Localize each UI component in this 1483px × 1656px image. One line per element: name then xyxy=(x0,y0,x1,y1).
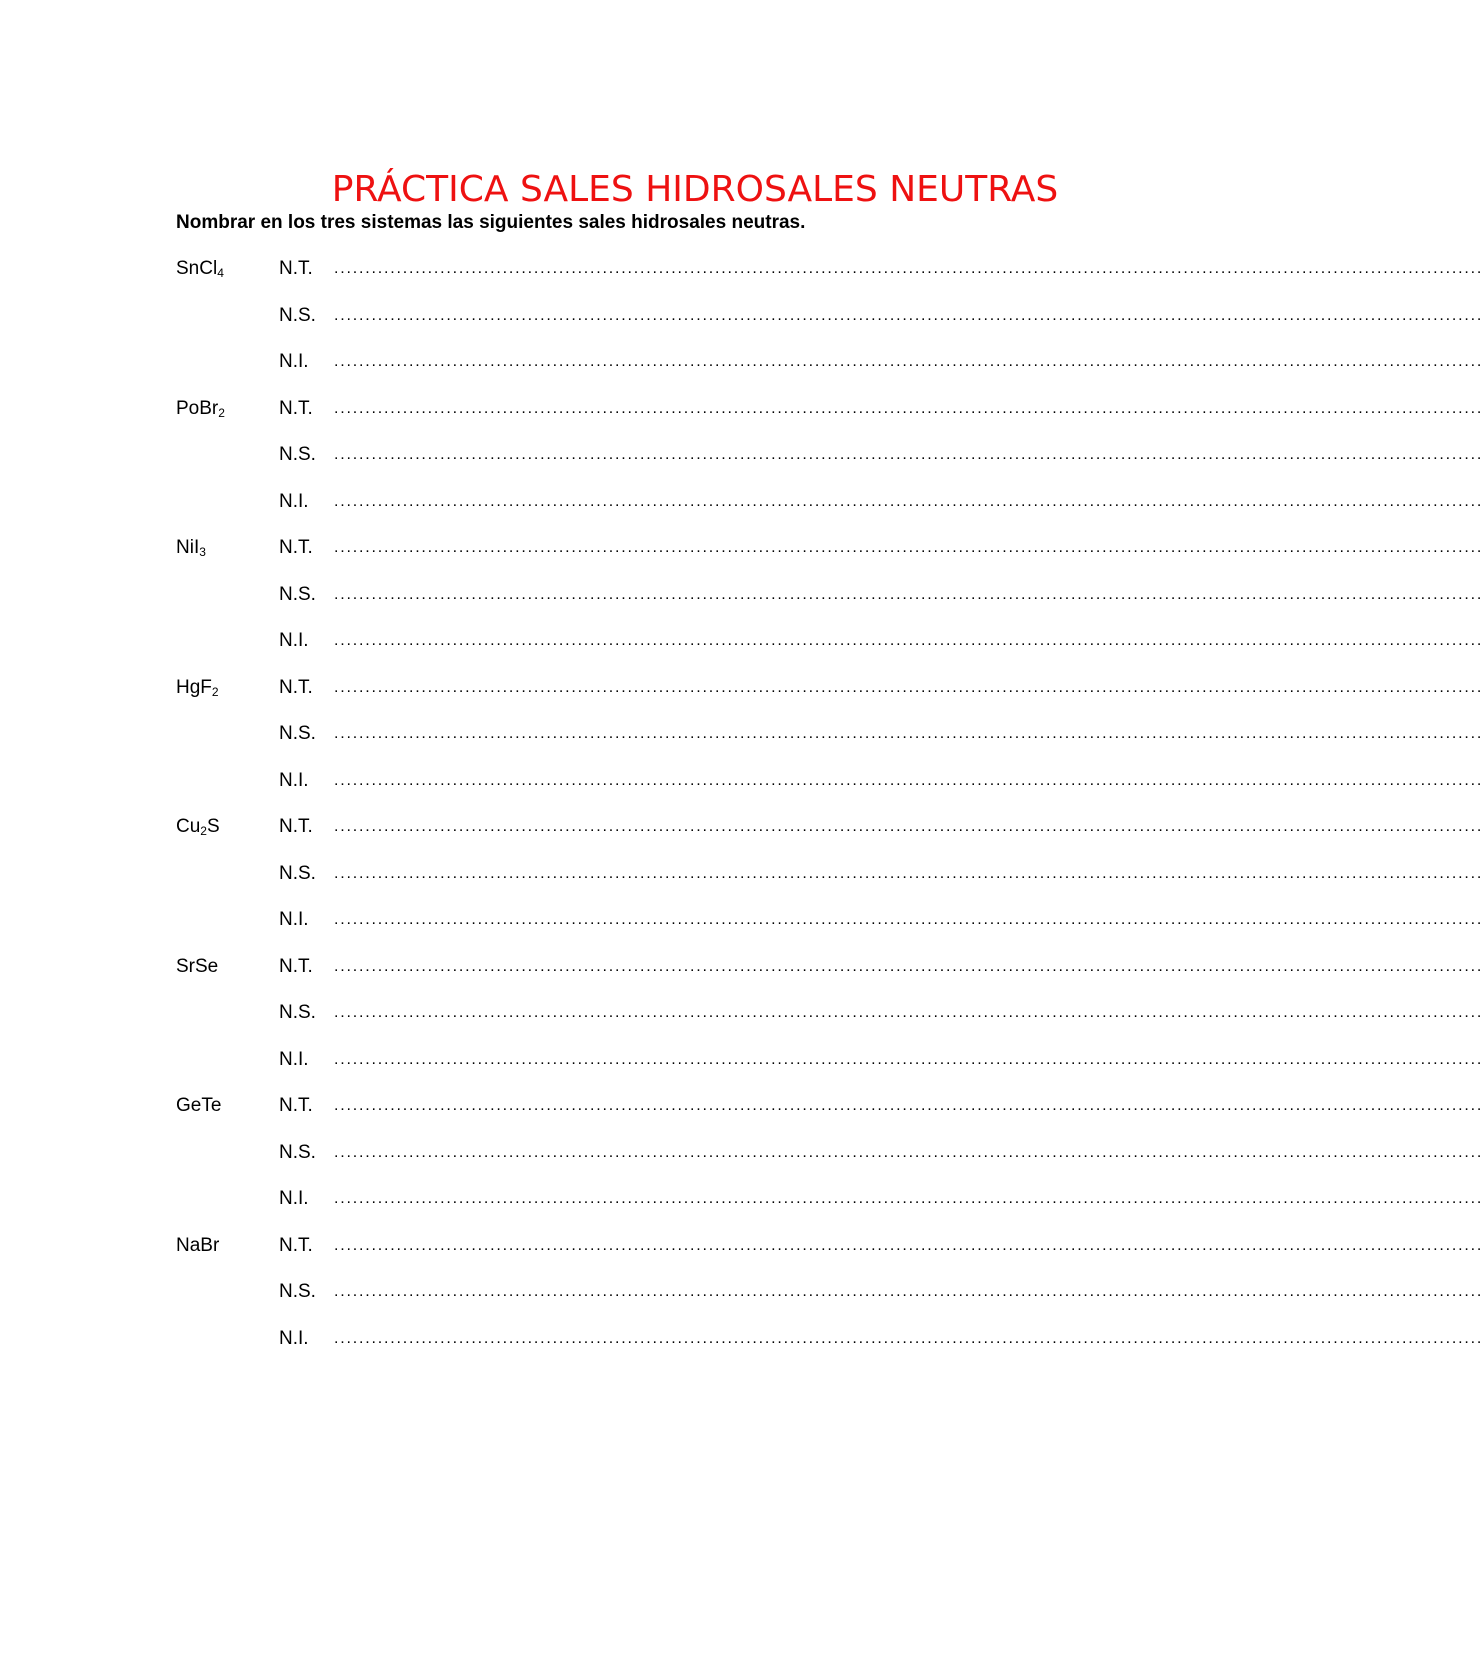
nomenclature-system-label: N.I. xyxy=(279,1048,309,1070)
nomenclature-system-label: N.I. xyxy=(279,490,309,512)
exercise-row xyxy=(176,1188,1483,1235)
chemical-formula xyxy=(176,537,206,559)
nomenclature-system-label: N.S. xyxy=(279,1281,316,1302)
exercise-row xyxy=(176,769,1483,817)
nomenclature-system-label: N.T. xyxy=(279,397,313,419)
exercise-row xyxy=(176,537,1483,584)
chemical-formula xyxy=(176,956,218,978)
nomenclature-system-label: N.S. xyxy=(279,1002,316,1023)
answer-blank[interactable]: ........................................................................................................................................................................................ xyxy=(334,818,1483,835)
exercise-row xyxy=(176,630,1483,677)
chemical-formula xyxy=(176,1095,221,1117)
nomenclature-system-label: N.T. xyxy=(279,537,313,558)
answer-blank[interactable]: ........................................................................................................................................................................................ xyxy=(334,725,1483,742)
answer-blank[interactable]: ........................................................................................................................................................................................ xyxy=(334,632,1483,649)
formula-subscript: 2 xyxy=(200,824,207,838)
nomenclature-system-label: N.T. xyxy=(279,816,313,837)
chemical-formula xyxy=(176,1235,219,1257)
formula-subscript: 3 xyxy=(199,545,206,559)
formula-base: SnCl xyxy=(176,258,218,279)
nomenclature-system-label: N.S. xyxy=(279,304,316,326)
nomenclature-system-label: N.T. xyxy=(279,258,313,279)
answer-blank[interactable]: ........................................................................................................................................................................................ xyxy=(334,678,1483,696)
answer-blank[interactable]: ........................................................................................................................................................................................ xyxy=(334,957,1483,975)
answer-blank[interactable]: ........................................................................................................................................................................................ xyxy=(334,353,1483,370)
answer-blank[interactable]: ........................................................................................................................................................................................ xyxy=(334,1236,1483,1254)
exercise-row xyxy=(176,1234,1483,1282)
exercise-list xyxy=(176,258,1483,1374)
exercise-row xyxy=(176,1141,1483,1189)
answer-blank[interactable]: ........................................................................................................................................................................................ xyxy=(334,585,1483,603)
exercise-row xyxy=(176,862,1483,910)
answer-blank[interactable]: ........................................................................................................................................................................................ xyxy=(334,539,1483,556)
nomenclature-system-label: N.S. xyxy=(279,723,316,744)
nomenclature-system-label: N.T. xyxy=(279,1095,313,1116)
answer-blank[interactable]: ........................................................................................................................................................................................ xyxy=(334,446,1483,463)
nomenclature-system-label: N.S. xyxy=(279,444,316,465)
exercise-row xyxy=(176,351,1483,398)
answer-blank[interactable]: ........................................................................................................................................................................................ xyxy=(334,864,1483,882)
exercise-row xyxy=(176,1002,1483,1049)
answer-blank[interactable]: ........................................................................................................................................................................................ xyxy=(334,399,1483,417)
exercise-row xyxy=(176,1327,1483,1375)
nomenclature-system-label: N.T. xyxy=(279,1234,313,1256)
answer-blank[interactable]: ........................................................................................................................................................................................ xyxy=(334,306,1483,324)
answer-blank[interactable]: ........................................................................................................................................................................................ xyxy=(334,1004,1483,1021)
exercise-row xyxy=(176,258,1483,305)
exercise-row xyxy=(176,490,1483,538)
formula-base: Cu xyxy=(176,816,201,837)
answer-blank[interactable]: ........................................................................................................................................................................................ xyxy=(334,1097,1483,1114)
exercise-row xyxy=(176,909,1483,956)
exercise-row xyxy=(176,676,1483,724)
answer-blank[interactable]: ........................................................................................................................................................................................ xyxy=(334,1329,1483,1347)
exercise-row xyxy=(176,444,1483,491)
formula-base: NiI xyxy=(176,537,200,558)
exercise-row xyxy=(176,1095,1483,1142)
nomenclature-system-label: N.I. xyxy=(279,1327,309,1349)
answer-blank[interactable]: ........................................................................................................................................................................................ xyxy=(334,1143,1483,1161)
instruction-text: Nombrar en los tres sistemas las siguientes sales hidrosales neutras. xyxy=(176,212,806,233)
chemical-formula xyxy=(176,258,224,280)
nomenclature-system-label: N.I. xyxy=(279,1188,309,1209)
formula-base: GeTe xyxy=(176,1095,222,1116)
nomenclature-system-label: N.T. xyxy=(279,676,313,698)
exercise-row xyxy=(176,397,1483,445)
chemical-formula xyxy=(176,816,220,838)
chemical-formula xyxy=(176,677,219,699)
page-title: PRÁCTICA SALES HIDROSALES NEUTRAS xyxy=(331,169,1059,211)
formula-base: PoBr xyxy=(176,397,219,419)
formula-base: HgF xyxy=(176,676,212,698)
nomenclature-system-label: N.S. xyxy=(279,583,316,605)
nomenclature-system-label: N.I. xyxy=(279,909,309,930)
exercise-row xyxy=(176,1281,1483,1328)
answer-blank[interactable]: ........................................................................................................................................................................................ xyxy=(334,1190,1483,1207)
exercise-row xyxy=(176,723,1483,770)
answer-blank[interactable]: ........................................................................................................................................................................................ xyxy=(334,492,1483,510)
exercise-row xyxy=(176,583,1483,631)
nomenclature-system-label: N.I. xyxy=(279,630,309,651)
answer-blank[interactable]: ........................................................................................................................................................................................ xyxy=(334,260,1483,277)
formula-subscript: 4 xyxy=(217,266,224,280)
exercise-row xyxy=(176,304,1483,352)
formula-tail: S xyxy=(206,816,220,837)
formula-base: NaBr xyxy=(176,1234,220,1256)
answer-blank[interactable]: ........................................................................................................................................................................................ xyxy=(334,1283,1483,1300)
exercise-row xyxy=(176,816,1483,863)
answer-blank[interactable]: ........................................................................................................................................................................................ xyxy=(334,1050,1483,1068)
exercise-row xyxy=(176,1048,1483,1096)
formula-subscript: 2 xyxy=(218,405,225,420)
formula-subscript: 2 xyxy=(211,684,219,699)
nomenclature-system-label: N.I. xyxy=(279,769,309,791)
answer-blank[interactable]: ........................................................................................................................................................................................ xyxy=(334,771,1483,789)
nomenclature-system-label: N.S. xyxy=(279,1141,316,1163)
answer-blank[interactable]: ........................................................................................................................................................................................ xyxy=(334,911,1483,928)
exercise-row xyxy=(176,955,1483,1003)
nomenclature-system-label: N.T. xyxy=(279,955,313,977)
nomenclature-system-label: N.S. xyxy=(279,862,316,884)
nomenclature-system-label: N.I. xyxy=(279,351,309,372)
formula-base: SrSe xyxy=(176,955,219,977)
chemical-formula xyxy=(176,398,225,420)
